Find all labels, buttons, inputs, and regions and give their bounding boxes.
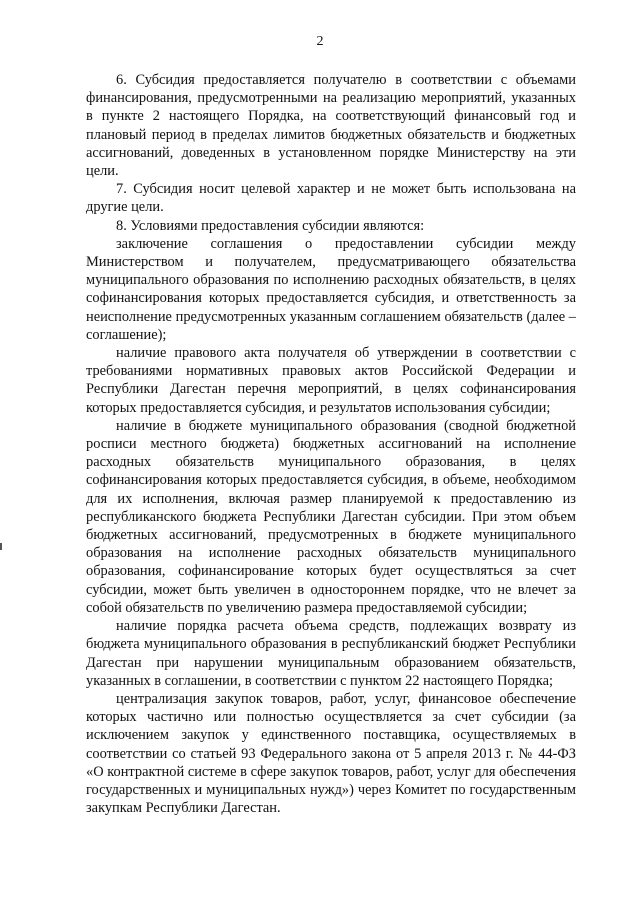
condition-budget-allocations: наличие в бюджете муниципального образования (сводной бюджетной росписи местного бюджета) бюджетных ассигнований на исполнение расходных обязательств муниципального образования, в целях софинансирования которых предоставляется субсидия, в объеме, необходимом для их исполнения, включая размер планируемой к предоставлению из республиканского бюджета Республики Дагестан субсидии. При этом объем бюджетных ассигнований, предусмотренных в бюджете муниципального образования на исполнение расходных обязательств муниципального образования, софинансирование которых будет осуществляться за счет субсидии, может быть увеличен в одностороннем порядке, что не влечет за собой обязательств по увеличению размера предоставляемой субсидии; (86, 417, 576, 616)
paragraph-item-8: 8. Условиями предоставления субсидии являются: (116, 217, 425, 234)
paragraph-item-6: 6. Субсидия предоставляется получателю в соответствии с объемами финансирования, предусмотренными на реализацию мероприятий, указанных в пункте 2 настоящего Порядка, на соответствующий финансовый год и плановый период в пределах лимитов бюджетных обязательств и бюджетных ассигнований, доведенных в установленном порядке Министерству на эти цели. (86, 72, 576, 180)
scan-edge-mark (0, 543, 2, 550)
document-body (86, 71, 576, 817)
condition-centralized-procurement: централизация закупок товаров, работ, услуг, финансовое обеспечение которых частично или полностью осуществляется за счет субсидии (за исключением закупок у единственного поставщика, осуществляемых в соответствии со статьей 93 Федерального закона от 5 апреля 2013 г. № 44-ФЗ «О контрактной системе в сфере закупок товаров, работ, услуг для обеспечения государственных и муниципальных нужд») через Комитет по государственным закупкам Республики Дагестан. (86, 690, 576, 817)
page-number: 2 (316, 34, 324, 49)
condition-agreement: заключение соглашения о предоставлении субсидии между Министерством и получателем, предусматривающего обязательства муниципального образования по исполнению расходных обязательств, в целях софинансирования которых предоставляется субсидия, и ответственность за неисполнение предусмотренных указанным соглашением обязательств (далее – соглашение); (86, 235, 576, 343)
condition-legal-act: наличие правового акта получателя об утверждении в соответствии с требованиями нормативных правовых актов Российской Федерации и Республики Дагестан перечня мероприятий, в целях софинансирования которых предоставляется субсидия, и результатов использования субсидии; (86, 345, 576, 416)
condition-refund-procedure: наличие порядка расчета объема средств, подлежащих возврату из бюджета муниципального образования в республиканский бюджет Республики Дагестан при нарушении муниципальным образованием обязательств, указанных в соглашении, в соответствии с пунктом 22 настоящего Порядка; (86, 618, 576, 689)
paragraph-item-7: 7. Субсидия носит целевой характер и не может быть использована на другие цели. (86, 181, 576, 216)
